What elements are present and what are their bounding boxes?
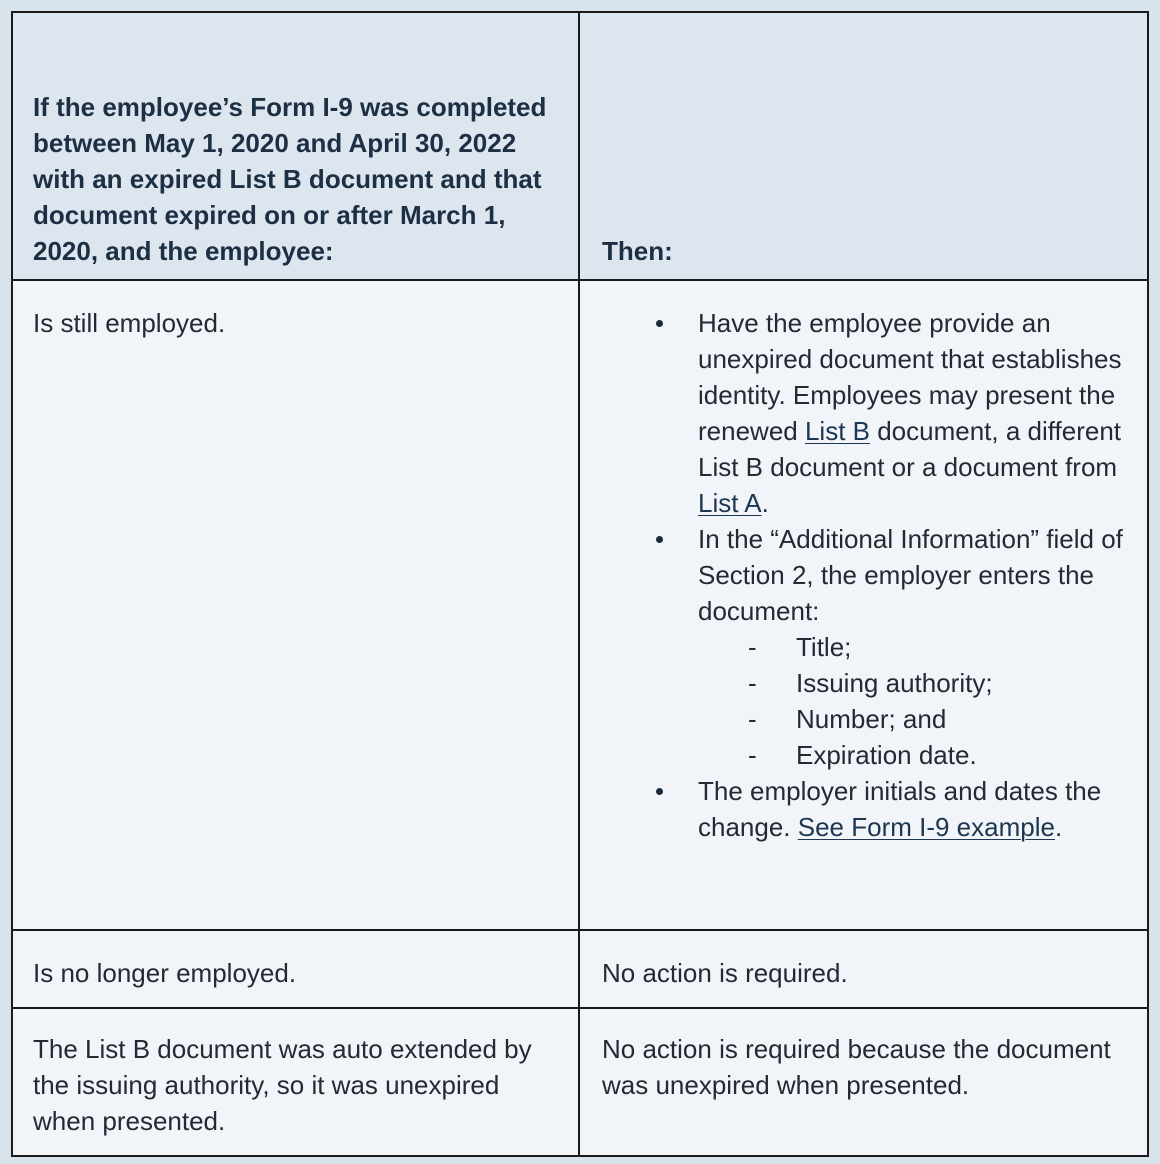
bullet-text: . xyxy=(1054,812,1063,842)
bullet-text: . xyxy=(761,488,769,518)
table-header-row xyxy=(12,12,1148,280)
action-bullet-list xyxy=(602,305,1129,845)
bullet-initials-and-dates xyxy=(698,773,1129,845)
action-cell xyxy=(579,280,1148,930)
bullet-additional-information xyxy=(698,521,1129,773)
form-i9-example-link[interactable]: See Form I-9 example xyxy=(797,812,1055,842)
guidance-table xyxy=(11,11,1149,1157)
action-column-header: Then: xyxy=(579,12,1148,280)
table-row xyxy=(12,930,1148,1008)
bullet-text: Have the employee provide an unexpired document that establishes identity. Employees may present the renewed xyxy=(698,308,1122,446)
document-fields-list xyxy=(698,629,1129,773)
action-cell: No action is required. xyxy=(579,930,1148,1008)
condition-cell: Is still employed. xyxy=(12,280,579,930)
condition-column-header: If the employee’s Form I-9 was completed between May 1, 2020 and April 30, 2022 with an expired List B document and that document expired on or after March 1, 2020, and the employee: xyxy=(12,12,579,280)
dash-item: - Number; and xyxy=(796,701,1129,737)
list-b-link[interactable]: List B xyxy=(804,416,870,446)
bullet-provide-document xyxy=(698,305,1129,521)
dash-item: - Title; xyxy=(796,629,1129,665)
dash-item: - Issuing authority; xyxy=(796,665,1129,701)
dash-item: - Expiration date. xyxy=(796,737,1129,773)
bullet-text: In the “Additional Information” field of Section 2, the employer enters the document: xyxy=(698,524,1123,626)
condition-cell: Is no longer employed. xyxy=(12,930,579,1008)
table-row xyxy=(12,1008,1148,1156)
list-a-link[interactable]: List A xyxy=(698,488,762,518)
condition-cell: The List B document was auto extended by the issuing authority, so it was unexpired when presented. xyxy=(12,1008,579,1156)
bullet-text: The employer initials and dates the change. xyxy=(698,776,1102,842)
action-cell: No action is required because the document was unexpired when presented. xyxy=(579,1008,1148,1156)
table-row xyxy=(12,280,1148,930)
bullet-text: document, a different List B document or a document from xyxy=(698,416,1122,482)
